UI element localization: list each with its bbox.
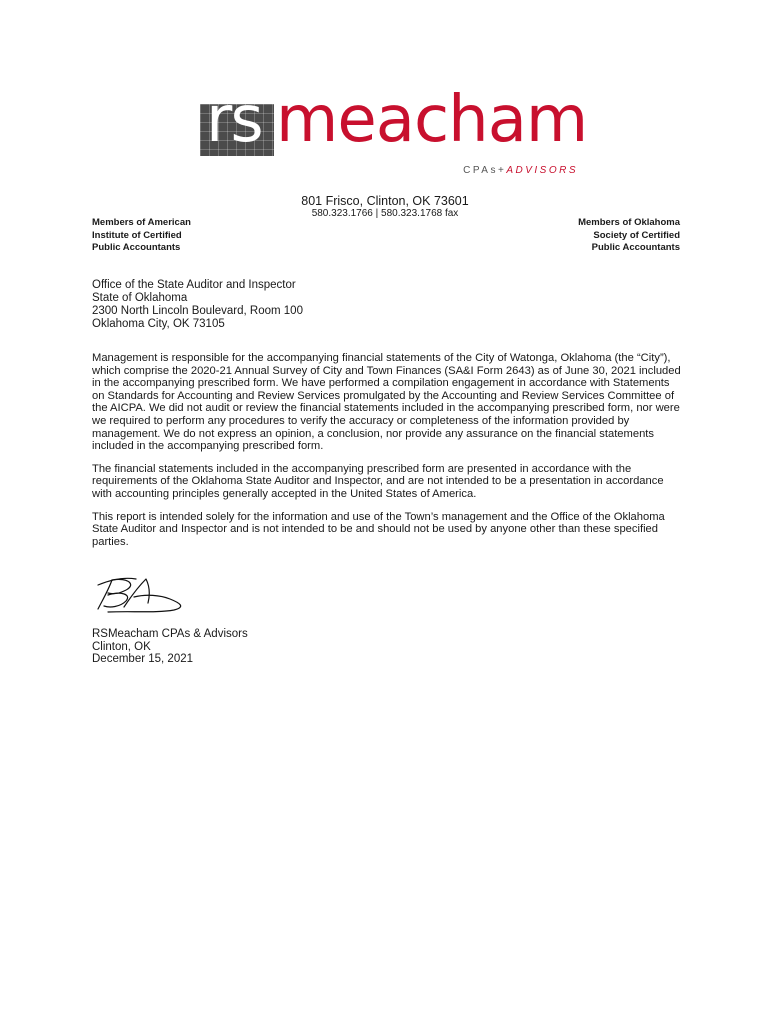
recipient-line: 2300 North Lincoln Boulevard, Room 100 <box>92 305 303 317</box>
membership-line: Society of Certified <box>593 229 680 241</box>
recipient-address <box>92 279 303 331</box>
recipient-line: State of Oklahoma <box>92 292 188 304</box>
body-paragraph: Management is responsible for the accompanying financial statements of the City of Watonga, Oklahoma (the “City”), which comprise the 2020-21 Annual Survey of City and Town Finances (SA&I Form 2643) as of June 30, 2021 included in the accompanying prescribed form. We have performed a compilation engagement in accordance with Statements on Standards for Accounting and Review Services promulgated by the Accounting and Review Services Committee of the AICPA. We did not audit or review the financial statements included in the accompanying prescribed form, nor were we required to perform any procedures to verify the accuracy or completeness of the information provided by management. We do not express an opinion, a conclusion, nor provide any assurance on the financial statements included in the accompanying prescribed form. <box>92 352 681 453</box>
firm-address: 801 Frisco, Clinton, OK 73601 <box>301 194 469 208</box>
membership-line: Members of Oklahoma <box>578 217 680 228</box>
body-paragraph: This report is intended solely for the information and use of the Town’s management and the Office of the Oklahoma State Auditor and Inspector and is not intended to be and should not be used by anyone other than these specified parties. <box>92 510 665 548</box>
membership-line: Public Accountants <box>92 242 181 253</box>
membership-aicpa <box>92 217 191 255</box>
recipient-line: Office of the State Auditor and Inspector <box>92 279 296 291</box>
signature-block <box>92 628 248 666</box>
recipient-line: Oklahoma City, OK 73105 <box>92 318 225 330</box>
signature-date: December 15, 2021 <box>92 653 194 665</box>
membership-oscpa <box>578 217 680 255</box>
logo-meacham-text: meacham <box>276 83 588 157</box>
firm-phone: 580.323.1766 | 580.323.1768 fax <box>311 208 459 219</box>
handwritten-signature <box>94 573 192 615</box>
body-paragraph: The financial statements included in the accompanying prescribed form are presented in accordance with the requirements of the Oklahoma State Auditor and Inspector, and are not intended to be a presentation in accordance with accounting principles generally accepted in the United States of America. <box>92 462 664 500</box>
company-logo <box>200 83 590 180</box>
letter-body <box>92 352 682 558</box>
logo-tagline-cpas: CPAs+ <box>463 165 507 176</box>
membership-line: Institute of Certified <box>92 229 182 241</box>
logo-rs-text: rs <box>206 83 262 157</box>
membership-line: Members of American <box>92 217 191 228</box>
logo-tagline-advisors: ADVISORS <box>506 165 578 176</box>
signer-location: Clinton, OK <box>92 640 151 653</box>
logo-tagline <box>463 165 578 176</box>
membership-line: Public Accountants <box>591 242 680 253</box>
signer-firm: RSMeacham CPAs & Advisors <box>92 628 248 640</box>
